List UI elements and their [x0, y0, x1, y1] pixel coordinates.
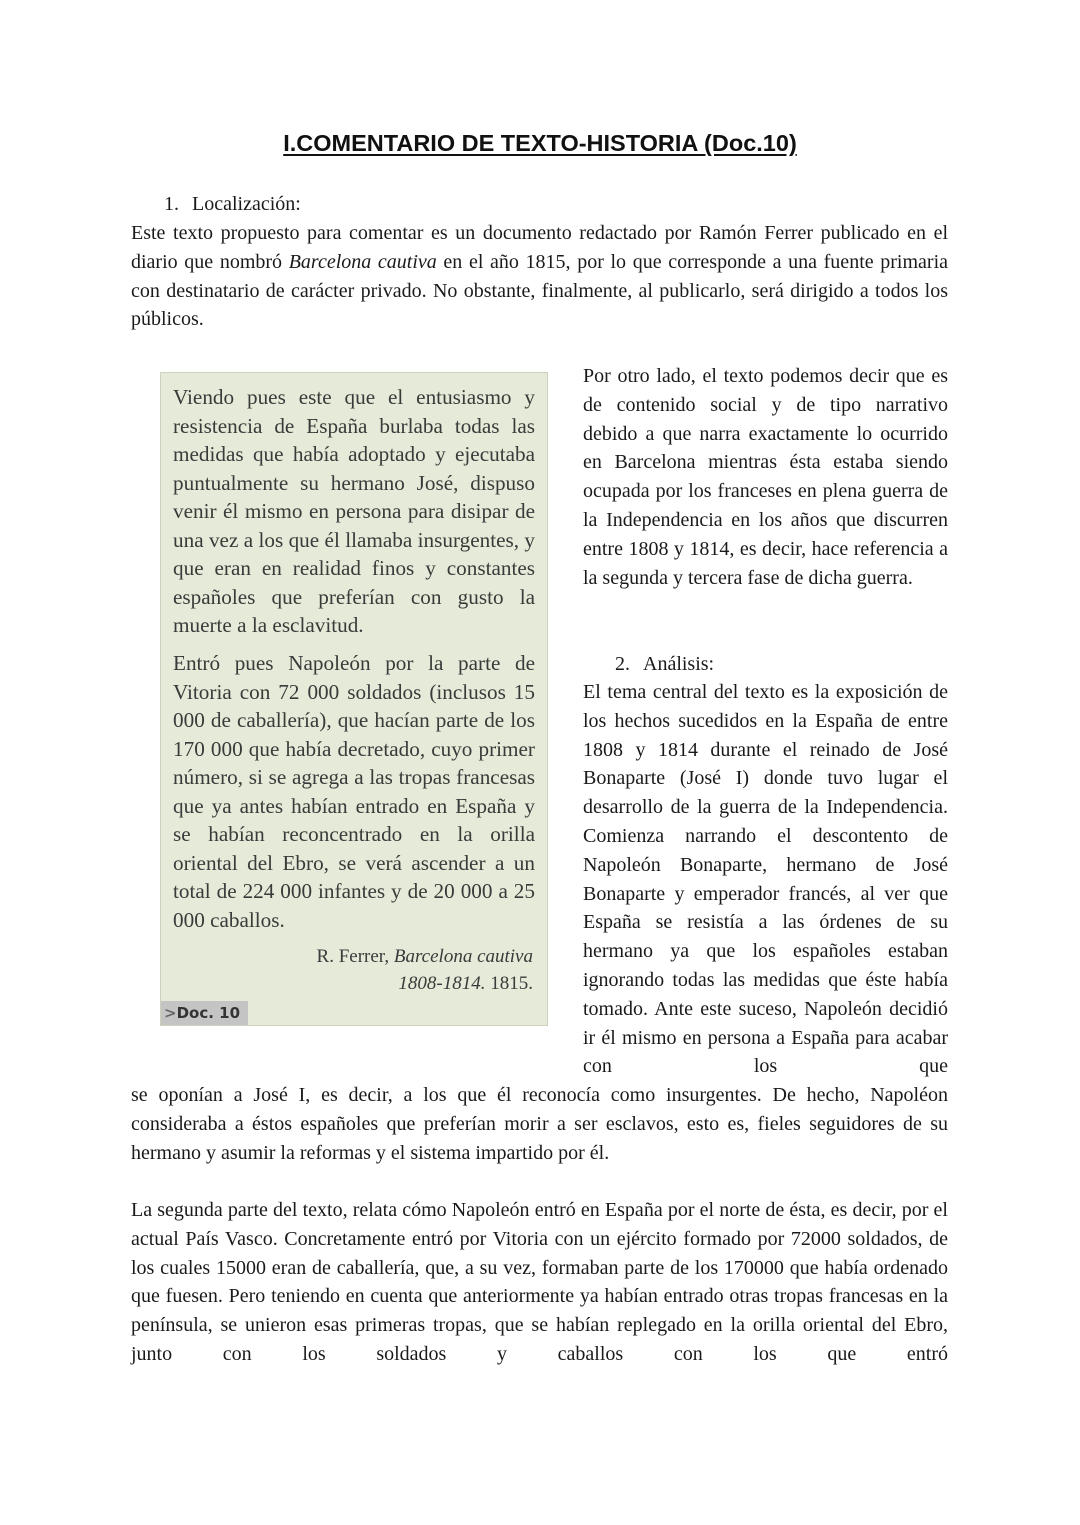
paragraph-text: en el año 1815, por lo que corresponde a una fuente primaria con destinatario de carácter privado. No obstante, finalmente, al publicarlo, será dirigido a todos los públicos. [131, 250, 949, 331]
doc-badge-label: Doc. 10 [176, 1004, 241, 1022]
section-number: 1. [164, 193, 179, 215]
page-title: I.COMENTARIO DE TEXTO-HISTORIA (Doc.10) [283, 130, 797, 156]
section-heading-localizacion [164, 190, 301, 219]
paragraph-segunda-parte: La segunda parte del texto, relata cómo Napoleón entró en España por el norte de ésta, es decir, por el actual País Vasco. Concretamente entró por Vitoria con un ejército formado por 72000 soldados, de los cuales 15000 eran de caballería, que, a su vez, formaban parte de los 170000 que había ordenado que fuesen. Pero teniendo en cuenta que anteriormente ya habían entrado otras tropas francesas en la península, se unieron esas primeras tropas, que se habían replegado en la orilla oriental del Ebro, junto con los soldados y caballos con los que entró [131, 1199, 948, 1365]
section-heading-analisis [615, 650, 714, 679]
chevron-right-icon: > [164, 1004, 177, 1022]
section-number: 2. [615, 653, 630, 675]
doc-number-badge [161, 1001, 248, 1025]
source-years: 1808-1814. [398, 973, 486, 994]
source-publication-year: 1815. [485, 973, 533, 994]
paragraph-contenido: Por otro lado, el texto podemos decir que es de contenido social y de tipo narrativo debido a que narra exactamente lo ocurrido en Barcelona mientras ésta estaba siendo ocupada por los franceses en plena guerra de la Independencia en los años que discurren entre 1808 y 1814, es decir, hace referencia a la segunda y tercera fase de dicha guerra. [583, 365, 948, 589]
paragraph-continuation: se oponían a José I, es decir, a los que él reconocía como insurgentes. De hecho, Napoléon consideraba a éstos españoles que preferían morir a ser esclavos, esto es, fieles seguidores de su hermano y asumir la reformas y el sistema impartido por él. [131, 1084, 948, 1164]
document-source-citation [317, 943, 533, 997]
paragraph-text: Este texto propuesto para comentar es un documento redactado por Ramón Ferrer publicado en el diario que nombró [131, 222, 948, 273]
source-author: R. Ferrer, [316, 946, 394, 967]
paragraph-localizacion [131, 219, 948, 334]
document-paragraph-1: Viendo pues este que el entusiasmo y resistencia de España burlaba todas las medidas que había adoptado y ejecutaba puntualmente su hermano José, dispuso venir él mismo en persona para disipar de una vez a los que él llamaba insurgentes, y que eran en realidad finos y constantes españoles que preferían con gusto la muerte a la esclavitud. [173, 385, 535, 637]
paragraph-analisis: El tema central del texto es la exposición de los hechos sucedidos en la España de entre 1808 y 1814 durante el reinado de José Bonaparte (José I) donde tuvo lugar el desarrollo de la guerra de la Independencia. Comienza narrando el descontento de Napoleón Bonaparte, hermano de José Bonaparte y emperador francés, al ver que España se resistía a las órdenes de su hermano ya que los españoles estaban ignorando todas las medidas que éste había tomado. Ante este suceso, Napoleón decidió ir él mismo en persona a España para acabar con los que [583, 681, 948, 1078]
newspaper-title: Barcelona cautiva [288, 250, 437, 273]
section-heading-text: Localización: [192, 193, 301, 215]
document-paragraph-2: Entró pues Napoleón por la parte de Vitoria con 72 000 soldados (inclusos 15 000 de caballería), que hacían parte de los 170 000 que había decretado, cuyo primer número, si se agrega a las tropas francesas que ya antes habían entrado en España y se habían reconcentrado en la orilla oriental del Ebro, se verá ascender a un total de 224 000 infantes y de 20 000 a 25 000 caballos. [173, 651, 535, 932]
document-excerpt-box [160, 372, 548, 1026]
source-title: Barcelona cautiva [393, 946, 533, 967]
section-heading-text: Análisis: [643, 653, 715, 675]
